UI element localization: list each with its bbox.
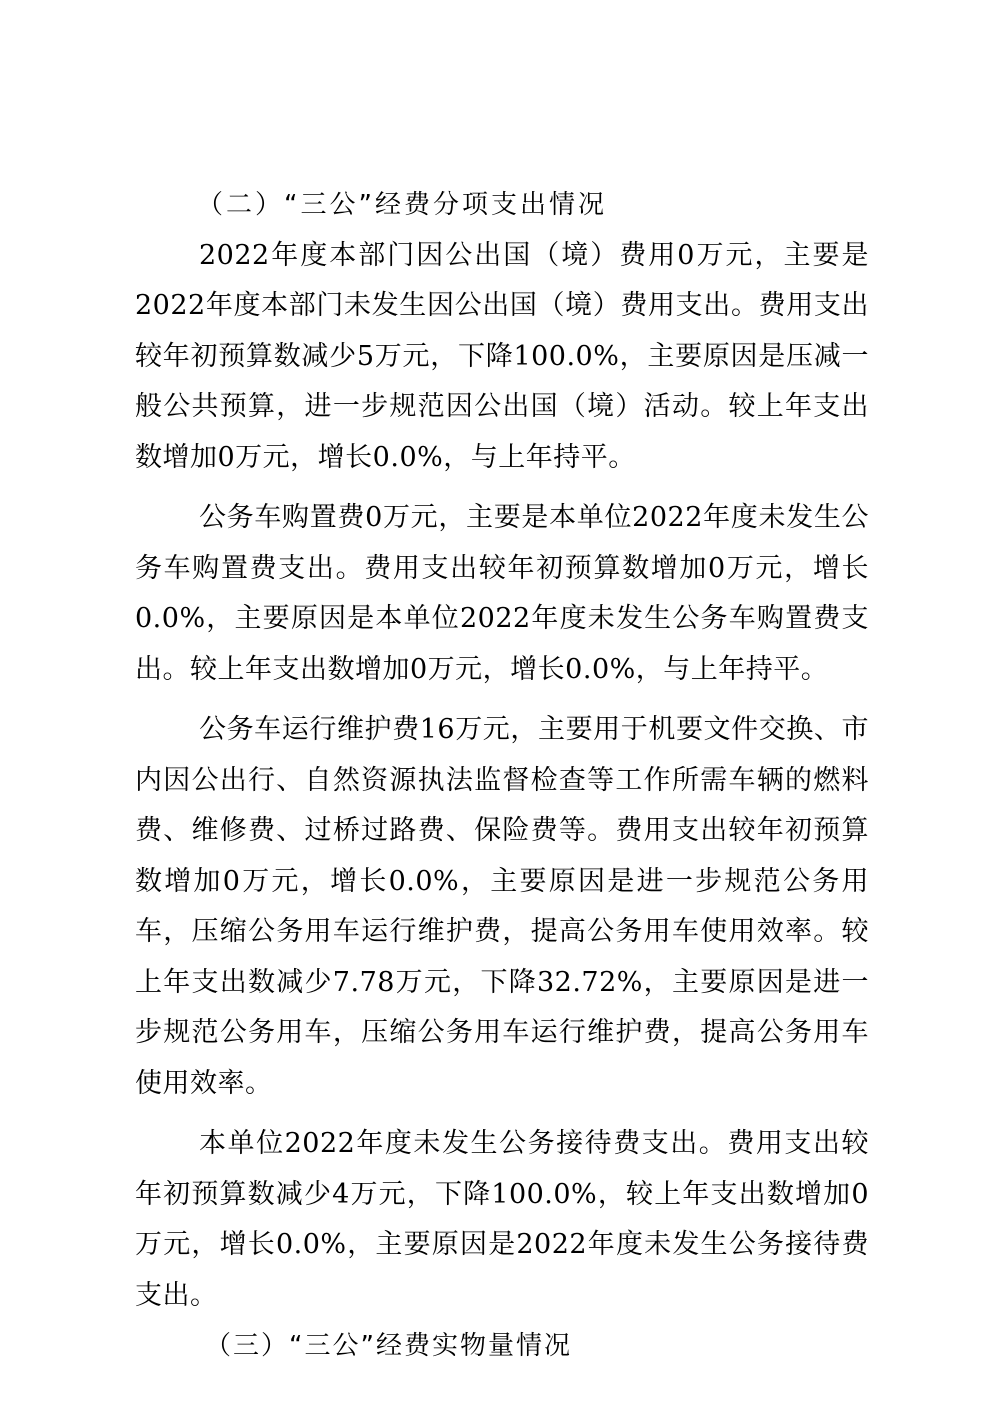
section-heading-two: （二）“三公”经费分项支出情况 [197, 190, 607, 220]
paragraph-vehicle-operation: 公务车运行维护费16万元，主要用于机要文件交换、市内因公出行、自然资源执法监督检查等工作所需车辆的燃料费、维修费、过桥过路费、保险费等。费用支出较年初预算数增加0万元，增长0.0%，主要原因是进一步规范公务用车，压缩公务用车运行维护费，提高公务用车使用效率。较上年支出数减少7.78万元，下降32.72%，主要原因是进一步规范公务用车，压缩公务用车运行维护费，提高公务用车使用效率。 [135, 714, 869, 1099]
paragraph-overseas-travel: 2022年度本部门因公出国（境）费用0万元，主要是2022年度本部门未发生因公出国（境）费用支出。费用支出较年初预算数减少5万元，下降100.0%，主要原因是压减一般公共预算，进一步规范因公出国（境）活动。较上年支出数增加0万元，增长0.0%，与上年持平。 [135, 239, 869, 473]
document-body [135, 180, 869, 1372]
paragraph-vehicle-purchase: 公务车购置费0万元，主要是本单位2022年度未发生公务车购置费支出。费用支出较年初预算数增加0万元，增长0.0%，主要原因是本单位2022年度未发生公务车购置费支出。较上年支出数增加0万元，增长0.0%，与上年持平。 [135, 502, 869, 685]
paragraph-reception: 本单位2022年度未发生公务接待费支出。费用支出较年初预算数减少4万元，下降100.0%，较上年支出数增加0万元，增长0.0%，主要原因是2022年度未发生公务接待费支出。 [135, 1128, 869, 1311]
section-heading-three: （三）“三公”经费实物量情况 [205, 1331, 572, 1361]
